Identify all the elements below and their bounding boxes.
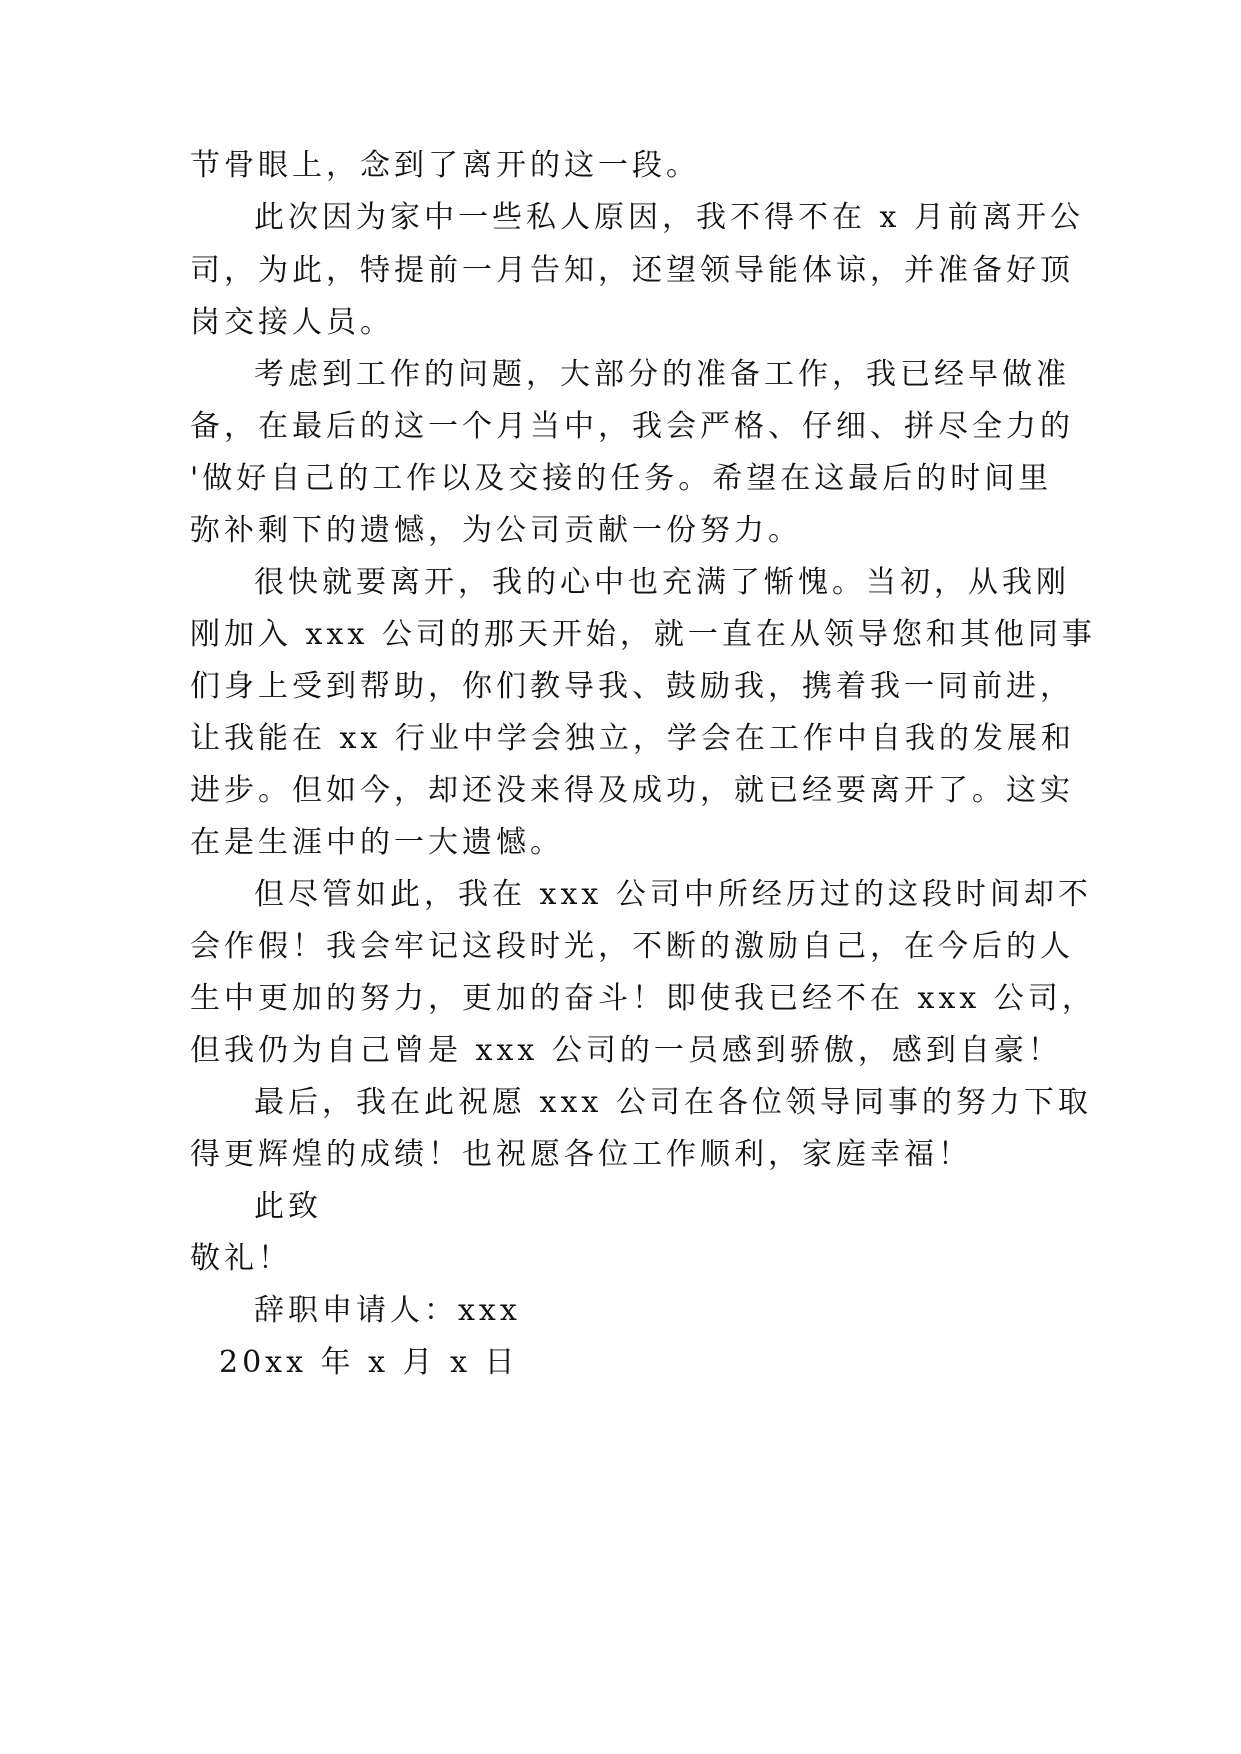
text-line: 得更辉煌的成绩！也祝愿各位工作顺利，家庭幸福！ [190,1137,972,1172]
text-line: 岗交接人员。 [190,305,394,340]
date-line: 20xx 年 x 月 x 日 [219,1345,519,1380]
text-line: 考虑到工作的问题，大部分的准备工作，我已经早做准 [254,357,1070,392]
text-line: 此次因为家中一些私人原因，我不得不在 x 月前离开公 [254,200,1084,235]
text-line: 但我仍为自己曾是 xxx 公司的一员感到骄傲，感到自豪！ [190,1033,1062,1068]
text-line: 在是生涯中的一大遗憾。 [190,825,564,860]
text-line: 会作假！我会牢记这段时光，不断的激励自己，在今后的人 [190,929,1074,964]
text-line: 司，为此，特提前一月告知，还望领导能体谅，并准备好顶 [190,253,1074,288]
text-line: 们身上受到帮助，你们教导我、鼓励我，携着我一同前进， [190,669,1074,704]
text-line: 弥补剩下的遗憾，为公司贡献一份努力。 [190,513,802,548]
text-line: 备，在最后的这一个月当中，我会严格、仔细、拼尽全力的 [190,409,1074,444]
text-line: 很快就要离开，我的心中也充满了惭愧。当初，从我刚 [254,565,1070,600]
signature-line: 辞职申请人：xxx [254,1293,521,1328]
closing-phrase: 此致 [254,1189,322,1224]
text-line: 生中更加的努力，更加的奋斗！即使我已经不在 xxx 公司， [190,981,1096,1016]
salutation: 敬礼！ [190,1241,292,1276]
text-line: 最后，我在此祝愿 xxx 公司在各位领导同事的努力下取 [254,1085,1092,1120]
text-line: 刚加入 xxx 公司的那天开始，就一直在从领导您和其他同事 [190,617,1096,652]
text-line: 节骨眼上，念到了离开的这一段。 [190,148,700,183]
text-line: 让我能在 xx 行业中学会独立，学会在工作中自我的发展和 [190,721,1075,756]
text-line: 进步。但如今，却还没来得及成功，就已经要离开了。这实 [190,773,1074,808]
text-line: 但尽管如此，我在 xxx 公司中所经历过的这段时间却不 [254,877,1092,912]
text-line: '做好自己的工作以及交接的任务。希望在这最后的时间里 [190,461,1053,496]
